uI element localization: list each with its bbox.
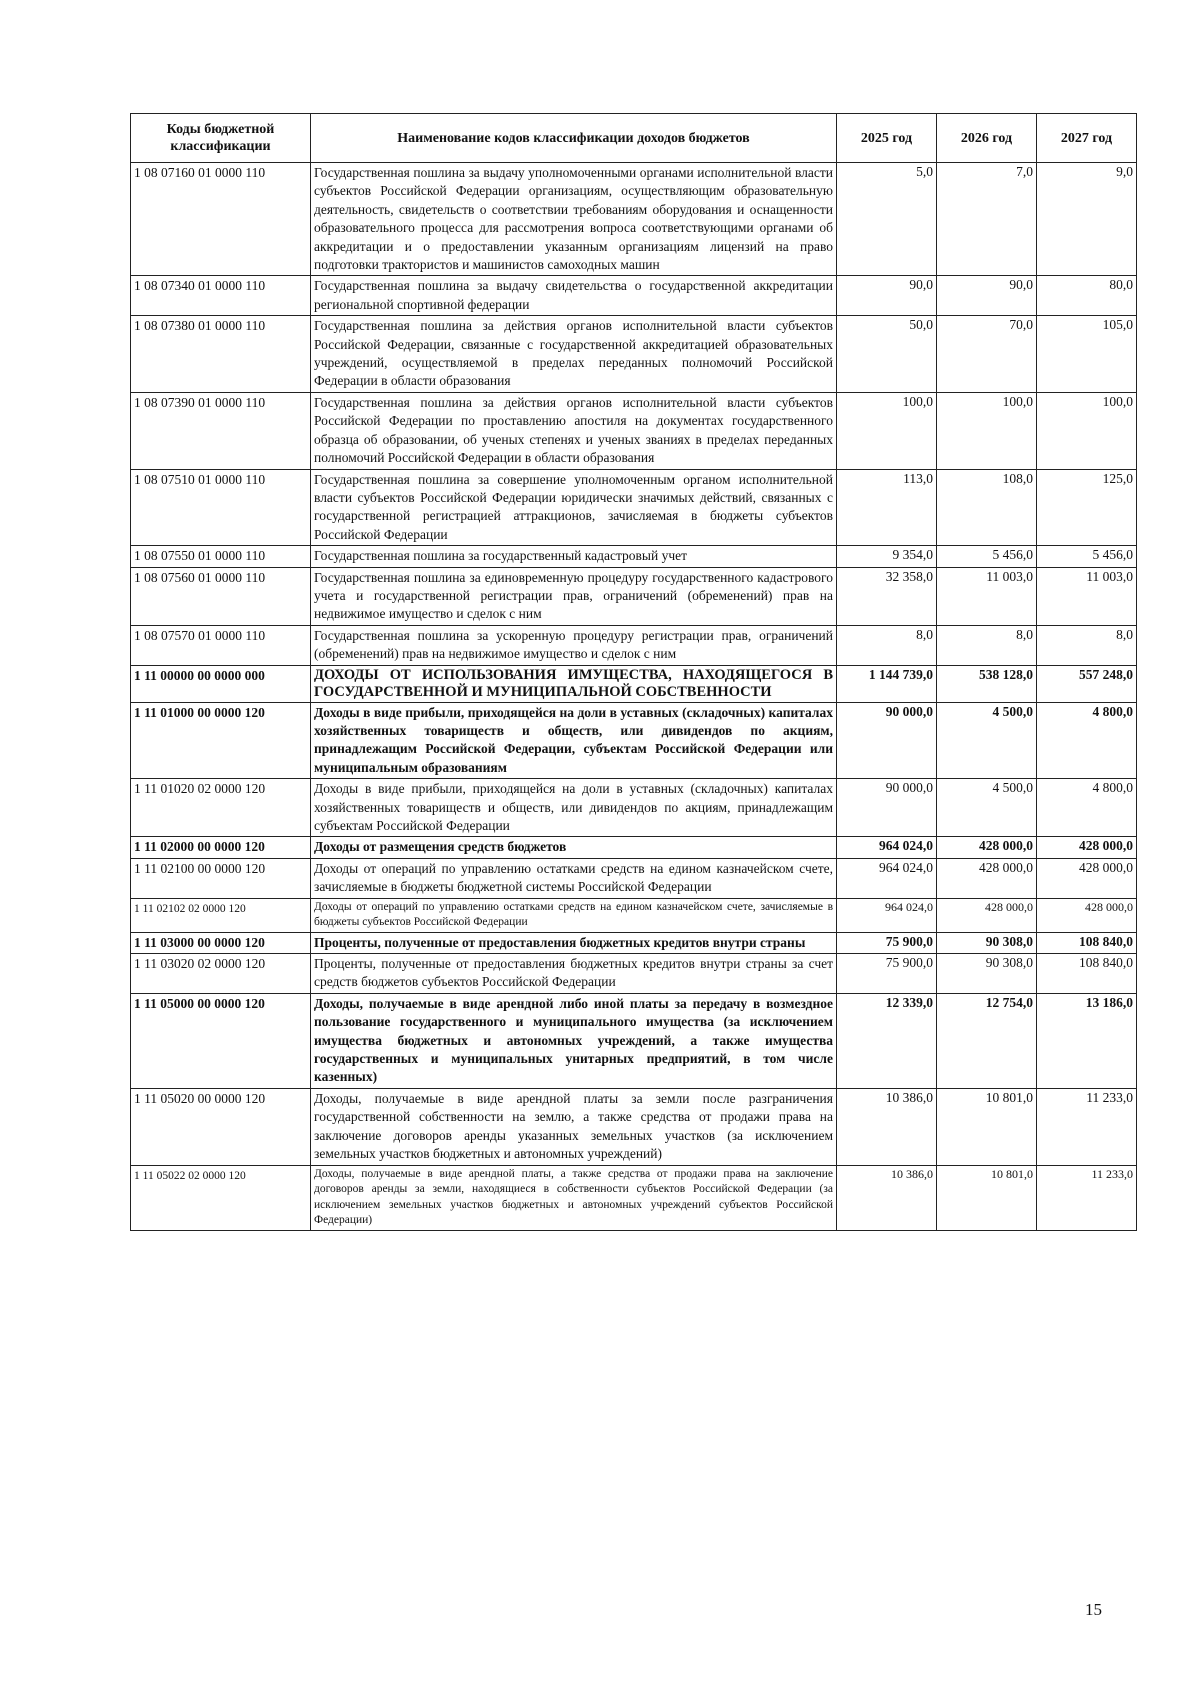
- value-2025-cell: 5,0: [837, 163, 937, 276]
- table-row: [131, 469, 1137, 546]
- value-2026-cell: 90 308,0: [937, 954, 1037, 994]
- value-2025-cell: 90 000,0: [837, 779, 937, 837]
- value-2027-cell: 108 840,0: [1037, 954, 1137, 994]
- code-cell: 1 11 02000 00 0000 120: [131, 837, 311, 858]
- header-name: Наименование кодов классификации доходов бюджетов: [311, 114, 837, 163]
- value-2025-cell: 1 144 739,0: [837, 665, 937, 702]
- value-2026-cell: 428 000,0: [937, 858, 1037, 898]
- name-cell: Доходы в виде прибыли, приходящейся на доли в уставных (складочных) капиталах хозяйственных товариществ и обществ, или дивидендов по акциям, принадлежащим субъектам Российской Федерации: [311, 779, 837, 837]
- name-cell: Доходы от операций по управлению остатками средств на едином казначейском счете, зачисляемые в бюджеты бюджетной системы Российской Федерации: [311, 858, 837, 898]
- header-code: Коды бюджетной классификации: [131, 114, 311, 163]
- value-2027-cell: 13 186,0: [1037, 993, 1137, 1088]
- table-row: [131, 316, 1137, 393]
- value-2025-cell: 12 339,0: [837, 993, 937, 1088]
- value-2026-cell: 4 500,0: [937, 779, 1037, 837]
- value-2026-cell: 428 000,0: [937, 837, 1037, 858]
- value-2027-cell: 125,0: [1037, 469, 1137, 546]
- value-2025-cell: 100,0: [837, 392, 937, 469]
- name-cell: Проценты, полученные от предоставления бюджетных кредитов внутри страны за счет средств бюджетов субъектов Российской Федерации: [311, 954, 837, 994]
- code-cell: 1 08 07340 01 0000 110: [131, 276, 311, 316]
- table-row: [131, 665, 1137, 702]
- table-row: [131, 567, 1137, 625]
- value-2027-cell: 8,0: [1037, 625, 1137, 665]
- code-cell: 1 08 07550 01 0000 110: [131, 546, 311, 567]
- value-2026-cell: 70,0: [937, 316, 1037, 393]
- value-2027-cell: 9,0: [1037, 163, 1137, 276]
- code-cell: 1 11 01020 02 0000 120: [131, 779, 311, 837]
- name-cell: Государственная пошлина за выдачу уполномоченными органами исполнительной власти субъектов Российской Федерации организациям, осуществляющим образовательную деятельность, свидетельств о соответствии требованиям оборудования и оснащенности образовательного процесса для рассмотрения вопроса соответствующими органами об аккредитации и о предоставлении указанным организациям лицензий на право подготовки трактористов и машинистов самоходных машин: [311, 163, 837, 276]
- value-2025-cell: 113,0: [837, 469, 937, 546]
- value-2025-cell: 90,0: [837, 276, 937, 316]
- name-cell: ДОХОДЫ ОТ ИСПОЛЬЗОВАНИЯ ИМУЩЕСТВА, НАХОДЯЩЕГОСЯ В ГОСУДАРСТВЕННОЙ И МУНИЦИПАЛЬНОЙ СОБСТВЕННОСТИ: [311, 665, 837, 702]
- code-cell: 1 08 07570 01 0000 110: [131, 625, 311, 665]
- header-2025: 2025 год: [837, 114, 937, 163]
- header-2026: 2026 год: [937, 114, 1037, 163]
- value-2027-cell: 100,0: [1037, 392, 1137, 469]
- code-cell: 1 11 01000 00 0000 120: [131, 702, 311, 779]
- table-row: [131, 779, 1137, 837]
- code-cell: 1 11 05022 02 0000 120: [131, 1165, 311, 1230]
- table-row: [131, 837, 1137, 858]
- value-2025-cell: 75 900,0: [837, 932, 937, 953]
- table-row: [131, 625, 1137, 665]
- table-row: [131, 858, 1137, 898]
- name-cell: Государственная пошлина за действия органов исполнительной власти субъектов Российской Федерации, связанные с государственной аккредитацией образовательных учреждений, осуществляемой в пределах переданных полномочий Российской Федерации в области образования: [311, 316, 837, 393]
- name-cell: Государственная пошлина за выдачу свидетельства о государственной аккредитации региональной спортивной федерации: [311, 276, 837, 316]
- value-2027-cell: 428 000,0: [1037, 898, 1137, 932]
- value-2026-cell: 108,0: [937, 469, 1037, 546]
- table-row: [131, 954, 1137, 994]
- header-2027: 2027 год: [1037, 114, 1137, 163]
- table-row: [131, 546, 1137, 567]
- value-2026-cell: 11 003,0: [937, 567, 1037, 625]
- value-2025-cell: 964 024,0: [837, 837, 937, 858]
- name-cell: Доходы от операций по управлению остатками средств на едином казначейском счете, зачисляемые в бюджеты субъектов Российской Федерации: [311, 898, 837, 932]
- value-2025-cell: 10 386,0: [837, 1088, 937, 1165]
- value-2027-cell: 4 800,0: [1037, 779, 1137, 837]
- name-cell: Государственная пошлина за единовременную процедуру государственного кадастрового учета и государственной регистрации прав, ограничений (обременений) прав на недвижимое имущество и сделок с ним: [311, 567, 837, 625]
- code-cell: 1 08 07160 01 0000 110: [131, 163, 311, 276]
- code-cell: 1 11 02102 02 0000 120: [131, 898, 311, 932]
- table-row: [131, 163, 1137, 276]
- table-row: [131, 276, 1137, 316]
- value-2025-cell: 90 000,0: [837, 702, 937, 779]
- code-cell: 1 11 03020 02 0000 120: [131, 954, 311, 994]
- name-cell: Доходы, получаемые в виде арендной либо иной платы за передачу в возмездное пользование государственного и муниципального имущества (за исключением имущества бюджетных и автономных учреждений, а также имущества государственных и муниципальных унитарных предприятий, в том числе казенных): [311, 993, 837, 1088]
- value-2026-cell: 10 801,0: [937, 1165, 1037, 1230]
- value-2026-cell: 90 308,0: [937, 932, 1037, 953]
- name-cell: Доходы, получаемые в виде арендной платы за земли после разграничения государственной собственности на землю, а также средства от продажи права на заключение договоров аренды указанных земельных участков (за исключением земельных участков бюджетных и автономных учреждений): [311, 1088, 837, 1165]
- table-header-row: [131, 114, 1137, 163]
- code-cell: 1 08 07380 01 0000 110: [131, 316, 311, 393]
- table-body: [131, 163, 1137, 1231]
- table-row: [131, 1165, 1137, 1230]
- table-row: [131, 898, 1137, 932]
- page-number: 15: [1085, 1600, 1102, 1619]
- table-row: [131, 993, 1137, 1088]
- value-2027-cell: 4 800,0: [1037, 702, 1137, 779]
- value-2026-cell: 100,0: [937, 392, 1037, 469]
- name-cell: Проценты, полученные от предоставления бюджетных кредитов внутри страны: [311, 932, 837, 953]
- table-row: [131, 702, 1137, 779]
- value-2025-cell: 75 900,0: [837, 954, 937, 994]
- value-2026-cell: 7,0: [937, 163, 1037, 276]
- table-row: [131, 392, 1137, 469]
- value-2026-cell: 12 754,0: [937, 993, 1037, 1088]
- value-2027-cell: 428 000,0: [1037, 837, 1137, 858]
- value-2026-cell: 428 000,0: [937, 898, 1037, 932]
- code-cell: 1 11 02100 00 0000 120: [131, 858, 311, 898]
- code-cell: 1 08 07510 01 0000 110: [131, 469, 311, 546]
- value-2027-cell: 11 233,0: [1037, 1165, 1137, 1230]
- name-cell: Государственная пошлина за совершение уполномоченным органом исполнительной власти субъектов Российской Федерации юридически значимых действий, связанных с государственной регистрацией аттракционов, зачисляемая в бюджеты субъектов Российской Федерации: [311, 469, 837, 546]
- code-cell: 1 11 03000 00 0000 120: [131, 932, 311, 953]
- value-2025-cell: 32 358,0: [837, 567, 937, 625]
- code-cell: 1 11 05000 00 0000 120: [131, 993, 311, 1088]
- value-2025-cell: 9 354,0: [837, 546, 937, 567]
- budget-revenue-table: [130, 113, 1137, 1231]
- value-2025-cell: 10 386,0: [837, 1165, 937, 1230]
- value-2025-cell: 8,0: [837, 625, 937, 665]
- value-2027-cell: 11 233,0: [1037, 1088, 1137, 1165]
- code-cell: 1 11 05020 00 0000 120: [131, 1088, 311, 1165]
- name-cell: Доходы, получаемые в виде арендной платы, а также средства от продажи права на заключение договоров аренды за земли, находящиеся в собственности субъектов Российской Федерации (за исключением земельных участков бюджетных и автономных учреждений субъектов Российской Федерации): [311, 1165, 837, 1230]
- value-2026-cell: 5 456,0: [937, 546, 1037, 567]
- value-2026-cell: 538 128,0: [937, 665, 1037, 702]
- value-2027-cell: 80,0: [1037, 276, 1137, 316]
- value-2025-cell: 964 024,0: [837, 858, 937, 898]
- code-cell: 1 11 00000 00 0000 000: [131, 665, 311, 702]
- name-cell: Государственная пошлина за ускоренную процедуру регистрации прав, ограничений (обременений) прав на недвижимое имущество и сделок с ним: [311, 625, 837, 665]
- value-2027-cell: 108 840,0: [1037, 932, 1137, 953]
- value-2027-cell: 105,0: [1037, 316, 1137, 393]
- name-cell: Доходы в виде прибыли, приходящейся на доли в уставных (складочных) капиталах хозяйственных товариществ и обществ, или дивидендов по акциям, принадлежащим Российской Федерации, субъектам Российской Федерации или муниципальным образованиям: [311, 702, 837, 779]
- value-2027-cell: 557 248,0: [1037, 665, 1137, 702]
- value-2025-cell: 964 024,0: [837, 898, 937, 932]
- value-2026-cell: 90,0: [937, 276, 1037, 316]
- table-row: [131, 932, 1137, 953]
- name-cell: Государственная пошлина за действия органов исполнительной власти субъектов Российской Федерации по проставлению апостиля на документах государственного образца об образовании, об ученых степенях и ученых званиях в пределах переданных полномочий Российской Федерации в области образования: [311, 392, 837, 469]
- value-2025-cell: 50,0: [837, 316, 937, 393]
- code-cell: 1 08 07560 01 0000 110: [131, 567, 311, 625]
- value-2027-cell: 5 456,0: [1037, 546, 1137, 567]
- name-cell: Государственная пошлина за государственный кадастровый учет: [311, 546, 837, 567]
- code-cell: 1 08 07390 01 0000 110: [131, 392, 311, 469]
- value-2026-cell: 8,0: [937, 625, 1037, 665]
- table-row: [131, 1088, 1137, 1165]
- value-2026-cell: 10 801,0: [937, 1088, 1037, 1165]
- name-cell: Доходы от размещения средств бюджетов: [311, 837, 837, 858]
- value-2027-cell: 11 003,0: [1037, 567, 1137, 625]
- value-2026-cell: 4 500,0: [937, 702, 1037, 779]
- value-2027-cell: 428 000,0: [1037, 858, 1137, 898]
